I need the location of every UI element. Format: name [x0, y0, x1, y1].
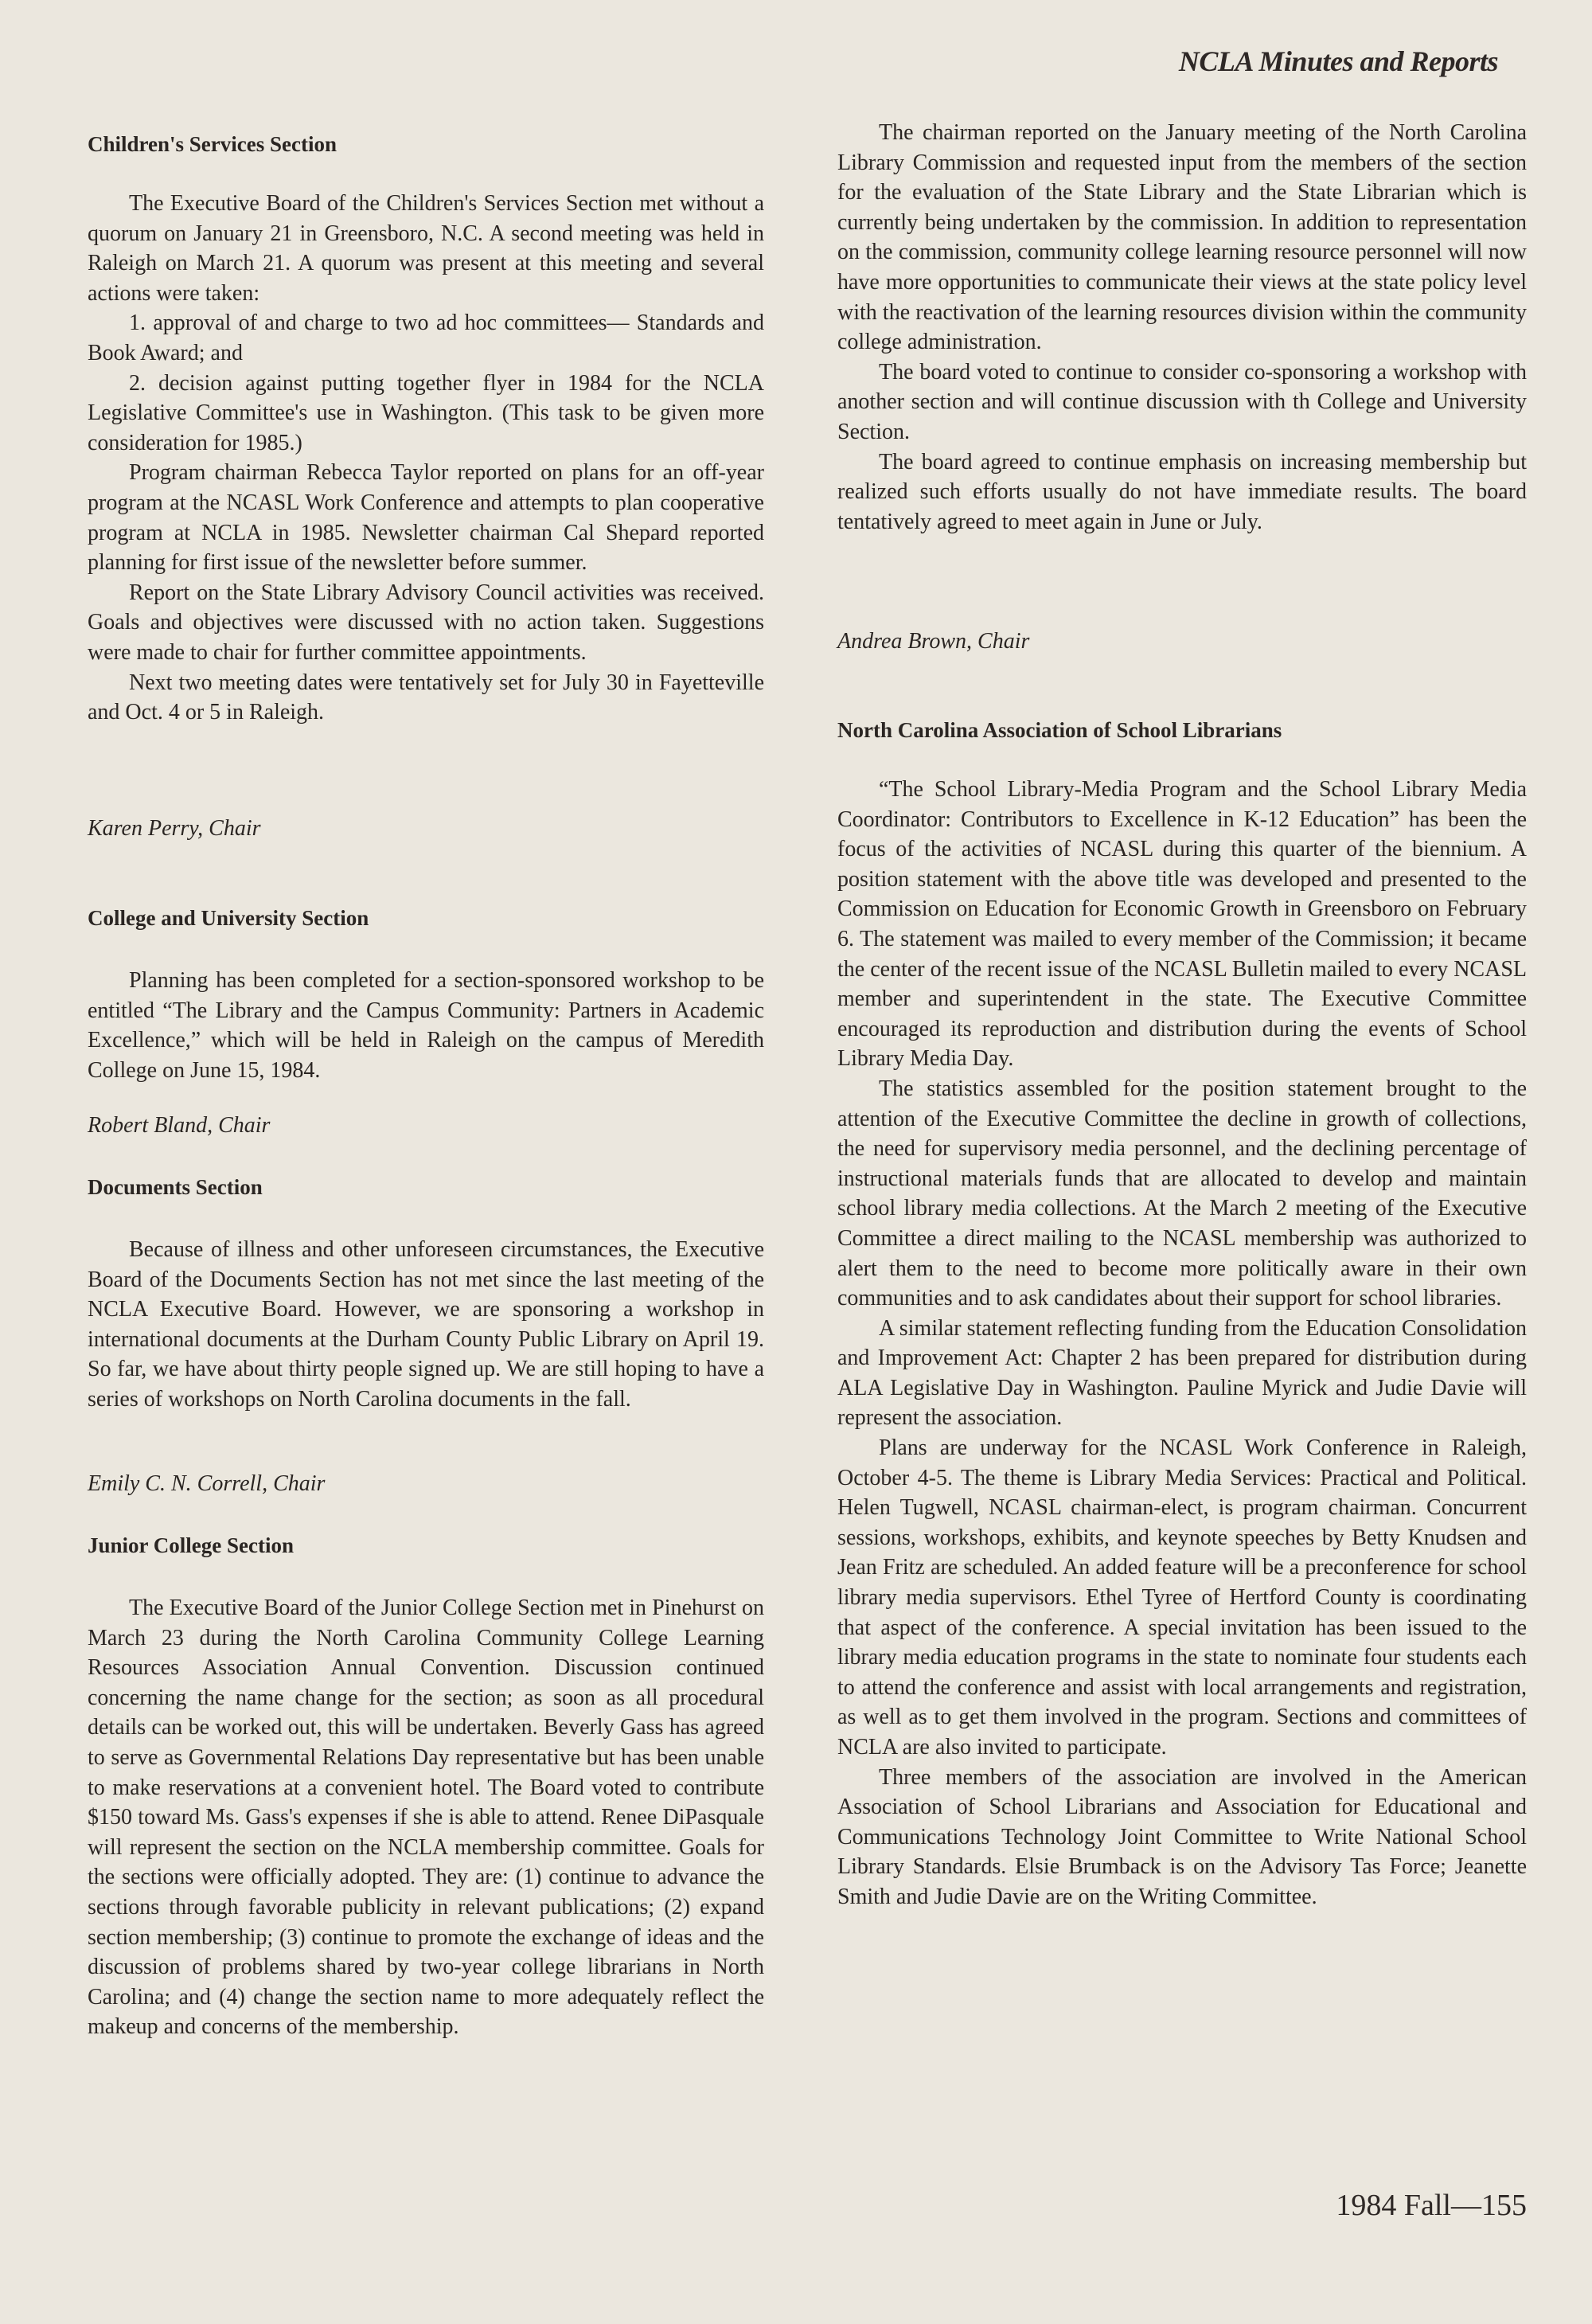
signature: Andrea Brown, Chair [837, 629, 1030, 654]
documents-section [88, 1175, 764, 1415]
paragraph: 1. approval of and charge to two ad hoc committees— Standards and Book Award; and [88, 311, 764, 365]
paragraph: Plans are underway for the NCASL Work Conference in Raleigh, October 4-5. The theme is Library Media Services: Practical and Political. Helen Tugwell, NCASL chairman-elect, is program chairman. Concurrent sessions, workshops, exhibits, and keynote speeches by Betty Knudsen and Jean Fritz are scheduled. An added feature will be a preconference for school library media supervisors. Ethel Tyree of Hertford County is coordinating that aspect of the conference. A special invitation has been issued to the library media education programs in the state to nominate four students each to attend the conference and assist with local arrangements and registration, as well as to get them involved in the program. Sections and committees of NCLA are also invited to participate. [837, 1435, 1527, 1760]
paragraph: The board voted to continue to consider co-sponsoring a workshop with another section and will continue discussion with th College and University Section. [837, 359, 1527, 444]
paragraph: A similar statement reflecting funding from the Education Consolidation and Improvement Act: Chapter 2 has been prepared for distribution during ALA Legislative Day in Washington. Pauline Myrick and Judie Davie will represent the association. [837, 1315, 1527, 1431]
section-heading: North Carolina Association of School Librarians [837, 718, 1282, 742]
section-heading: Documents Section [88, 1175, 263, 1199]
college-university-section [88, 906, 764, 1085]
section-heading: Children's Services Section [88, 132, 337, 156]
paragraph: Three members of the association are involved in the American Association of School Librarians and Association for Educational and Communications Technology Joint Committee to Write National School Library Standards. Elsie Brumback is on the Advisory Tas Force; Jeanette Smith and Judie Davie are on the Writing Committee. [837, 1764, 1527, 1909]
paragraph: The statistics assembled for the position statement brought to the attention of the Executive Committee the decline in growth of collections, the need for supervisory media personnel, and the declining percentage of instructional materials funds that are allocated to develop and maintain school library media collections. At the March 2 meeting of the Executive Committee a direct mailing to the NCASL membership was authorized to alert them to the need to become more politically aware in their own communities and to ask candidates about their support for school libraries. [837, 1076, 1527, 1311]
running-header: NCLA Minutes and Reports [1178, 45, 1498, 77]
signature: Robert Bland, Chair [88, 1113, 271, 1138]
paragraph: Next two meeting dates were tentatively set for July 30 in Fayetteville and Oct. 4 or 5 in Raleigh. [88, 670, 764, 725]
page-number: 1984 Fall—155 [1336, 2189, 1527, 2222]
paragraph: The board agreed to continue emphasis on increasing membership but realized such efforts usually do not have immediate results. The board tentatively agreed to meet again in June or July. [837, 449, 1527, 534]
paragraph: The chairman reported on the January meeting of the North Carolina Library Commission and requested input from the members of the section for the evaluation of the State Library and the State Librarian which is currently being undertaken by the commission. In addition to representation on the commission, community college learning resource personnel will now have more opportunities to communicate their views at the state policy level with the reactivation of the learning resources division within the community college administration. [837, 120, 1527, 355]
paragraph: “The School Library-Media Program and the School Library Media Coordinator: Contributors to Excellence in K-12 Education” has been the focus of the activities of NCASL during this quarter of the biennium. A position statement with the above title was developed and presented to the Commission on Education for Economic Growth in Greensboro on February 6. The statement was mailed to every member of the Commission; it became the center of the recent issue of the NCASL Bulletin mailed to every NCASL member and superintendent in the state. The Executive Committee encouraged its reproduction and distribution during the events of School Library Media Day. [837, 777, 1527, 1072]
paragraph: 2. decision against putting together flyer in 1984 for the NCLA Legislative Committee's use in Washington. (This task to be given more consideration for 1985.) [88, 370, 764, 455]
paragraph: Because of illness and other unforeseen circumstances, the Executive Board of the Documents Section has not met since the last meeting of the NCLA Executive Board. However, we are sponsoring a workshop in international documents at the Durham County Public Library on April 19. So far, we have about thirty people signed up. We are still hoping to have a series of workshops on North Carolina documents in the fall. [88, 1237, 764, 1412]
section-heading: Junior College Section [88, 1533, 294, 1557]
paragraph: Report on the State Library Advisory Council activities was received. Goals and objectives were discussed with no action taken. Suggestions were made to chair for further committee appointments. [88, 580, 764, 665]
signature: Emily C. N. Correll, Chair [88, 1471, 326, 1496]
paragraph: The Executive Board of the Children's Services Section met without a quorum on January 21 in Greensboro, N.C. A second meeting was held in Raleigh on March 21. A quorum was present at this meeting and several actions were taken: [88, 191, 764, 306]
paragraph: The Executive Board of the Junior College Section met in Pinehurst on March 23 during the North Carolina Community College Learning Resources Association Annual Convention. Discussion continued concerning the name change for the section; as soon as all procedural details can be worked out, this will be undertaken. Beverly Gass has agreed to serve as Governmental Relations Day representative but has been unable to make reservations at a convenient hotel. The Board voted to contribute $150 toward Ms. Gass's expenses if she is able to attend. Renee DiPasquale will represent the section on the NCLA membership committee. Goals for the sections were officially adopted. They are: (1) continue to advance the sections through favorable publicity in relevant publications; (2) expand section membership; (3) continue to promote the exchange of ideas and the discussion of problems shared by two-year college librarians in North Carolina; and (4) change the section name to more adequately reflect the makeup and concerns of the membership. [88, 1596, 764, 2040]
paragraph: Planning has been completed for a section-sponsored workshop to be entitled “The Library and the Campus Community: Partners in Academic Excellence,” which will be held in Raleigh on the campus of Meredith College on June 15, 1984. [88, 968, 764, 1083]
section-heading: College and University Section [88, 906, 369, 930]
junior-college-continued [837, 118, 1527, 537]
school-librarians-section [837, 718, 1527, 1912]
junior-college-section [88, 1533, 764, 2042]
signature: Karen Perry, Chair [88, 816, 261, 841]
childrens-services-section [88, 132, 764, 728]
paragraph: Program chairman Rebecca Taylor reported on plans for an off-year program at the NCASL Work Conference and attempts to plan cooperative program at NCLA in 1985. Newsletter chairman Cal Shepard reported planning for first issue of the newsletter before summer. [88, 460, 764, 576]
